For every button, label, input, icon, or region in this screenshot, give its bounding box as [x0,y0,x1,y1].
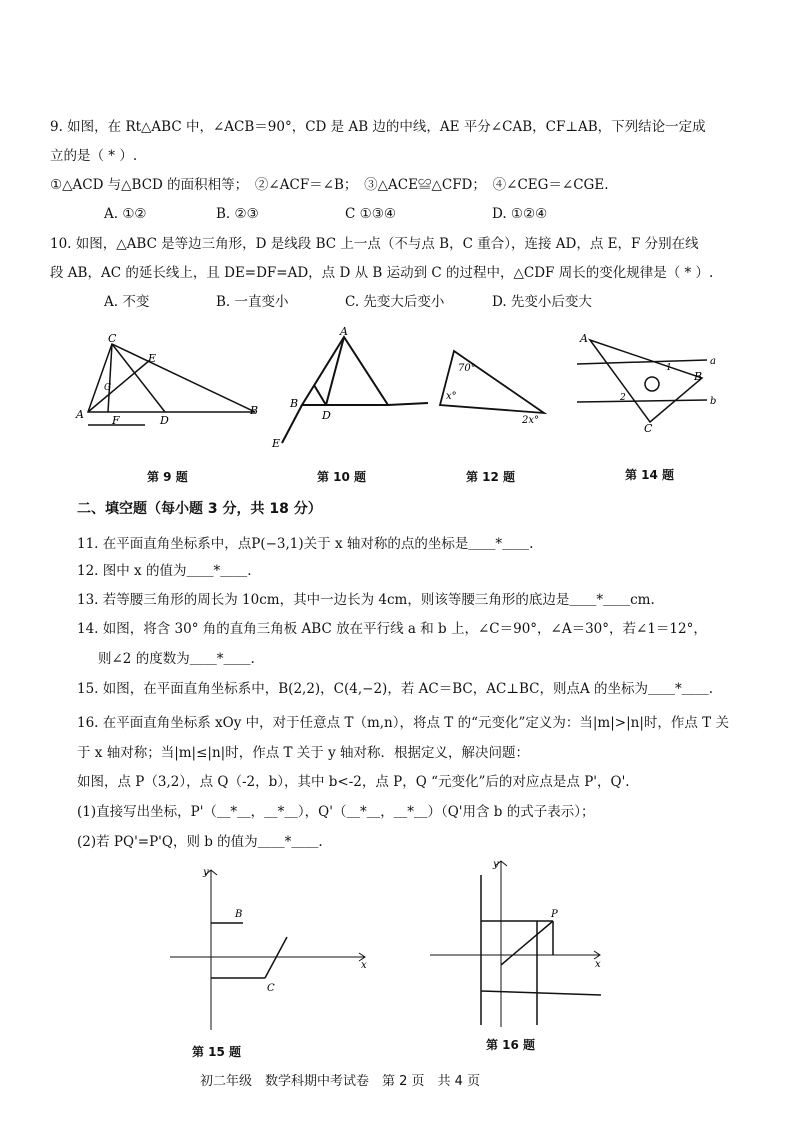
figure-q16 [425,855,605,1033]
caption-q10: 第 10 题 [317,470,367,484]
q14-line1: 14. 如图，将含 30° 角的直角三角板 ABC 放在平行线 a 和 b 上，∠C＝90°，∠A＝30°，若∠1＝12°， [77,621,707,637]
fig10-label-b: B [290,397,299,410]
caption-q15: 第 15 题 [192,1045,242,1059]
figure-q9 [70,330,270,435]
fig16-axis-y: y [493,859,499,870]
q10-option-b: B. 一直变小 [216,294,289,310]
q10-option-a: A. 不变 [104,294,150,310]
q16-line2: 于 x 轴对称；当|m|≤|n|时，作点 T 关于 y 轴对称．根据定义，解决问题： [77,745,529,761]
fig15-axis-x: x [361,960,367,971]
fig9-label-g: G [104,383,112,393]
q12-text: 12. 图中 x 的值为＿＿*＿＿. [77,563,252,579]
fig16-axis-x: x [595,959,601,970]
figure-q10 [268,325,438,450]
fig9-label-a: A [76,408,84,421]
fig9-label-f: F [112,414,120,427]
fig10-label-d: D [322,409,331,422]
figure-q12 [430,345,560,430]
q15-text: 15. 如图，在平面直角坐标系中，B(2,2)，C(4,−2)，若 AC＝BC，AC⊥BC，则点A 的坐标为＿＿*＿＿. [77,681,714,697]
caption-q12: 第 12 题 [466,470,516,484]
fig14-angle-1: 1 [666,363,672,373]
fig15-axis-y: y [203,867,209,878]
q9-option-b: B. ②③ [216,206,259,222]
figure-q14 [572,330,722,435]
figure-q15 [165,865,370,1035]
q16-line4: (1)直接写出坐标，P'（＿*＿，＿*＿），Q'（＿*＿，＿*＿）（Q'用含 b 的式子表示）； [77,804,595,820]
caption-q14: 第 14 题 [625,468,675,482]
fig14-angle-2: 2 [620,393,626,403]
fig16-label-p: P [551,909,558,920]
q10-stem-line1: 10. 如图，△ABC 是等边三角形，D 是线段 BC 上一点（不与点 B，C 重合），连接 AD，点 E，F 分别在线 [50,236,699,252]
fig14-label-b: B [694,370,703,383]
q16-line5: (2)若 PQ'=P'Q，则 b 的值为＿＿*＿＿. [77,834,323,850]
fig9-label-b: B [250,404,259,417]
q16-line1: 16. 在平面直角坐标系 xOy 中，对于任意点 T（m,n），将点 T 的“元变化”定义为：当|m|>|n|时，作点 T 关 [77,715,729,731]
fig9-label-d: D [160,414,169,427]
fig15-label-c: C [267,983,275,994]
q9-option-d: D. ①②④ [492,206,548,222]
fig12-angle-70: 70° [458,363,476,374]
page-footer: 初二年级 数学科期中考试卷 第 2 页 共 4 页 [200,1074,481,1089]
q10-option-d: D. 先变小后变大 [492,294,592,310]
fig10-label-a: A [340,325,348,338]
q9-option-a: A. ①② [104,206,147,222]
fig10-label-e: E [272,437,281,450]
q13-text: 13. 若等腰三角形的周长为 10cm，其中一边长为 4cm，则该等腰三角形的底边是＿＿*＿＿cm. [77,592,655,608]
q9-option-c: C ①③④ [345,206,396,222]
fig14-label-a: A [580,332,588,345]
q14-line2: 则∠2 的度数为＿＿*＿＿. [98,651,255,667]
fig12-angle-2x: 2x° [522,415,540,426]
fig9-label-e: E [148,352,157,365]
fig12-angle-x: x° [446,391,457,402]
q10-option-c: C. 先变大后变小 [345,294,445,310]
q9-conclusions: ①△ACD 与△BCD 的面积相等； ②∠ACF＝∠B； ③△ACE≌△CFD； ④∠CEG＝∠CGE. [50,177,609,193]
fig14-label-line-b: b [710,396,717,407]
q11-text: 11. 在平面直角坐标系中，点P(−3,1)关于 x 轴对称的点的坐标是＿＿*＿＿. [77,536,534,552]
fig14-label-c: C [644,422,653,435]
q16-line3: 如图，点 P（3,2），点 Q（-2，b），其中 b<-2，点 P，Q “元变化”后的对应点是点 P'，Q'. [77,774,630,790]
fig15-label-b: B [235,909,243,920]
caption-q16: 第 16 题 [486,1038,536,1052]
q9-stem-line2: 立的是（ * ）. [50,148,138,164]
q9-stem-line1: 9. 如图，在 Rt△ABC 中，∠ACB＝90°，CD 是 AB 边的中线，AE 平分∠CAB，CF⊥AB，下列结论一定成 [50,119,706,135]
q10-stem-line2: 段 AB，AC 的延长线上，且 DE=DF=AD，点 D 从 B 运动到 C 的过程中，△CDF 周长的变化规律是（ * ）. [50,265,714,281]
fig14-label-line-a: a [710,356,716,367]
fig9-label-c: C [108,332,117,345]
caption-q9: 第 9 题 [147,470,188,484]
section-title-fill-in: 二、填空题（每小题 3 分，共 18 分） [77,501,322,517]
